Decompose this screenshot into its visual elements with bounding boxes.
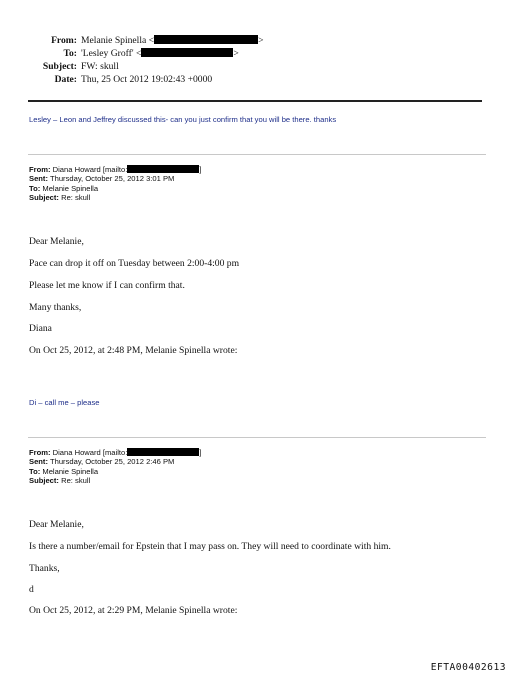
reply-note: Di – call me – please xyxy=(29,398,100,407)
message-divider xyxy=(28,437,486,438)
message-divider xyxy=(28,154,486,155)
message-1-line: Please let me know if I can confirm that. xyxy=(29,280,185,291)
message-2-from: From: Diana Howard [mailto: ] xyxy=(29,448,202,457)
to-row xyxy=(0,47,512,60)
top-header xyxy=(0,34,512,86)
from-row xyxy=(0,34,512,47)
message-1-from: From: Diana Howard [mailto: ] xyxy=(29,165,202,174)
subject-value: FW: skull xyxy=(81,61,119,72)
redaction-bar xyxy=(141,48,233,57)
to-value: 'Lesley Groff' < > xyxy=(81,48,239,59)
message-2-line: Is there a number/email for Epstein that I may pass on. They will need to coordinate with him. xyxy=(29,541,391,552)
from-label: From: xyxy=(51,35,77,46)
forward-note: Lesley – Leon and Jeffrey discussed this- can you just confirm that you will be there. thanks xyxy=(29,115,337,124)
document-id: EFTA00402613 xyxy=(430,662,506,673)
date-label: Date: xyxy=(54,74,77,85)
message-2-line: Dear Melanie, xyxy=(29,519,84,530)
message-1-header xyxy=(29,165,201,203)
message-1-line: Dear Melanie, xyxy=(29,236,84,247)
message-1-line: Many thanks, xyxy=(29,302,82,313)
date-value: Thu, 25 Oct 2012 19:02:43 +0000 xyxy=(81,74,213,85)
subject-label: Subject: xyxy=(42,61,77,72)
message-1-sent: Sent: Thursday, October 25, 2012 3:01 PM xyxy=(29,174,175,184)
redaction-bar xyxy=(127,165,199,173)
header-divider xyxy=(28,100,482,102)
message-2-line: d xyxy=(29,584,34,595)
to-label: To: xyxy=(63,48,77,59)
message-1-subject: Subject: Re: skull xyxy=(29,193,91,203)
redaction-bar xyxy=(127,448,199,456)
message-2-sent: Sent: Thursday, October 25, 2012 2:46 PM xyxy=(29,457,175,467)
subject-row xyxy=(0,60,512,73)
redaction-bar xyxy=(154,35,258,44)
message-1-to: To: Melanie Spinella xyxy=(29,183,99,193)
message-1-line: Pace can drop it off on Tuesday between 2:00-4:00 pm xyxy=(29,258,240,269)
message-1-line: Diana xyxy=(29,323,52,334)
message-2-header xyxy=(29,448,201,486)
message-2-line: Thanks, xyxy=(29,563,60,574)
message-1-line: On Oct 25, 2012, at 2:48 PM, Melanie Spinella wrote: xyxy=(29,345,238,356)
date-row xyxy=(0,73,512,86)
message-2-to: To: Melanie Spinella xyxy=(29,466,99,476)
message-2-line: On Oct 25, 2012, at 2:29 PM, Melanie Spinella wrote: xyxy=(29,605,238,616)
from-value: Melanie Spinella < > xyxy=(81,35,264,46)
message-2-subject: Subject: Re: skull xyxy=(29,476,91,486)
